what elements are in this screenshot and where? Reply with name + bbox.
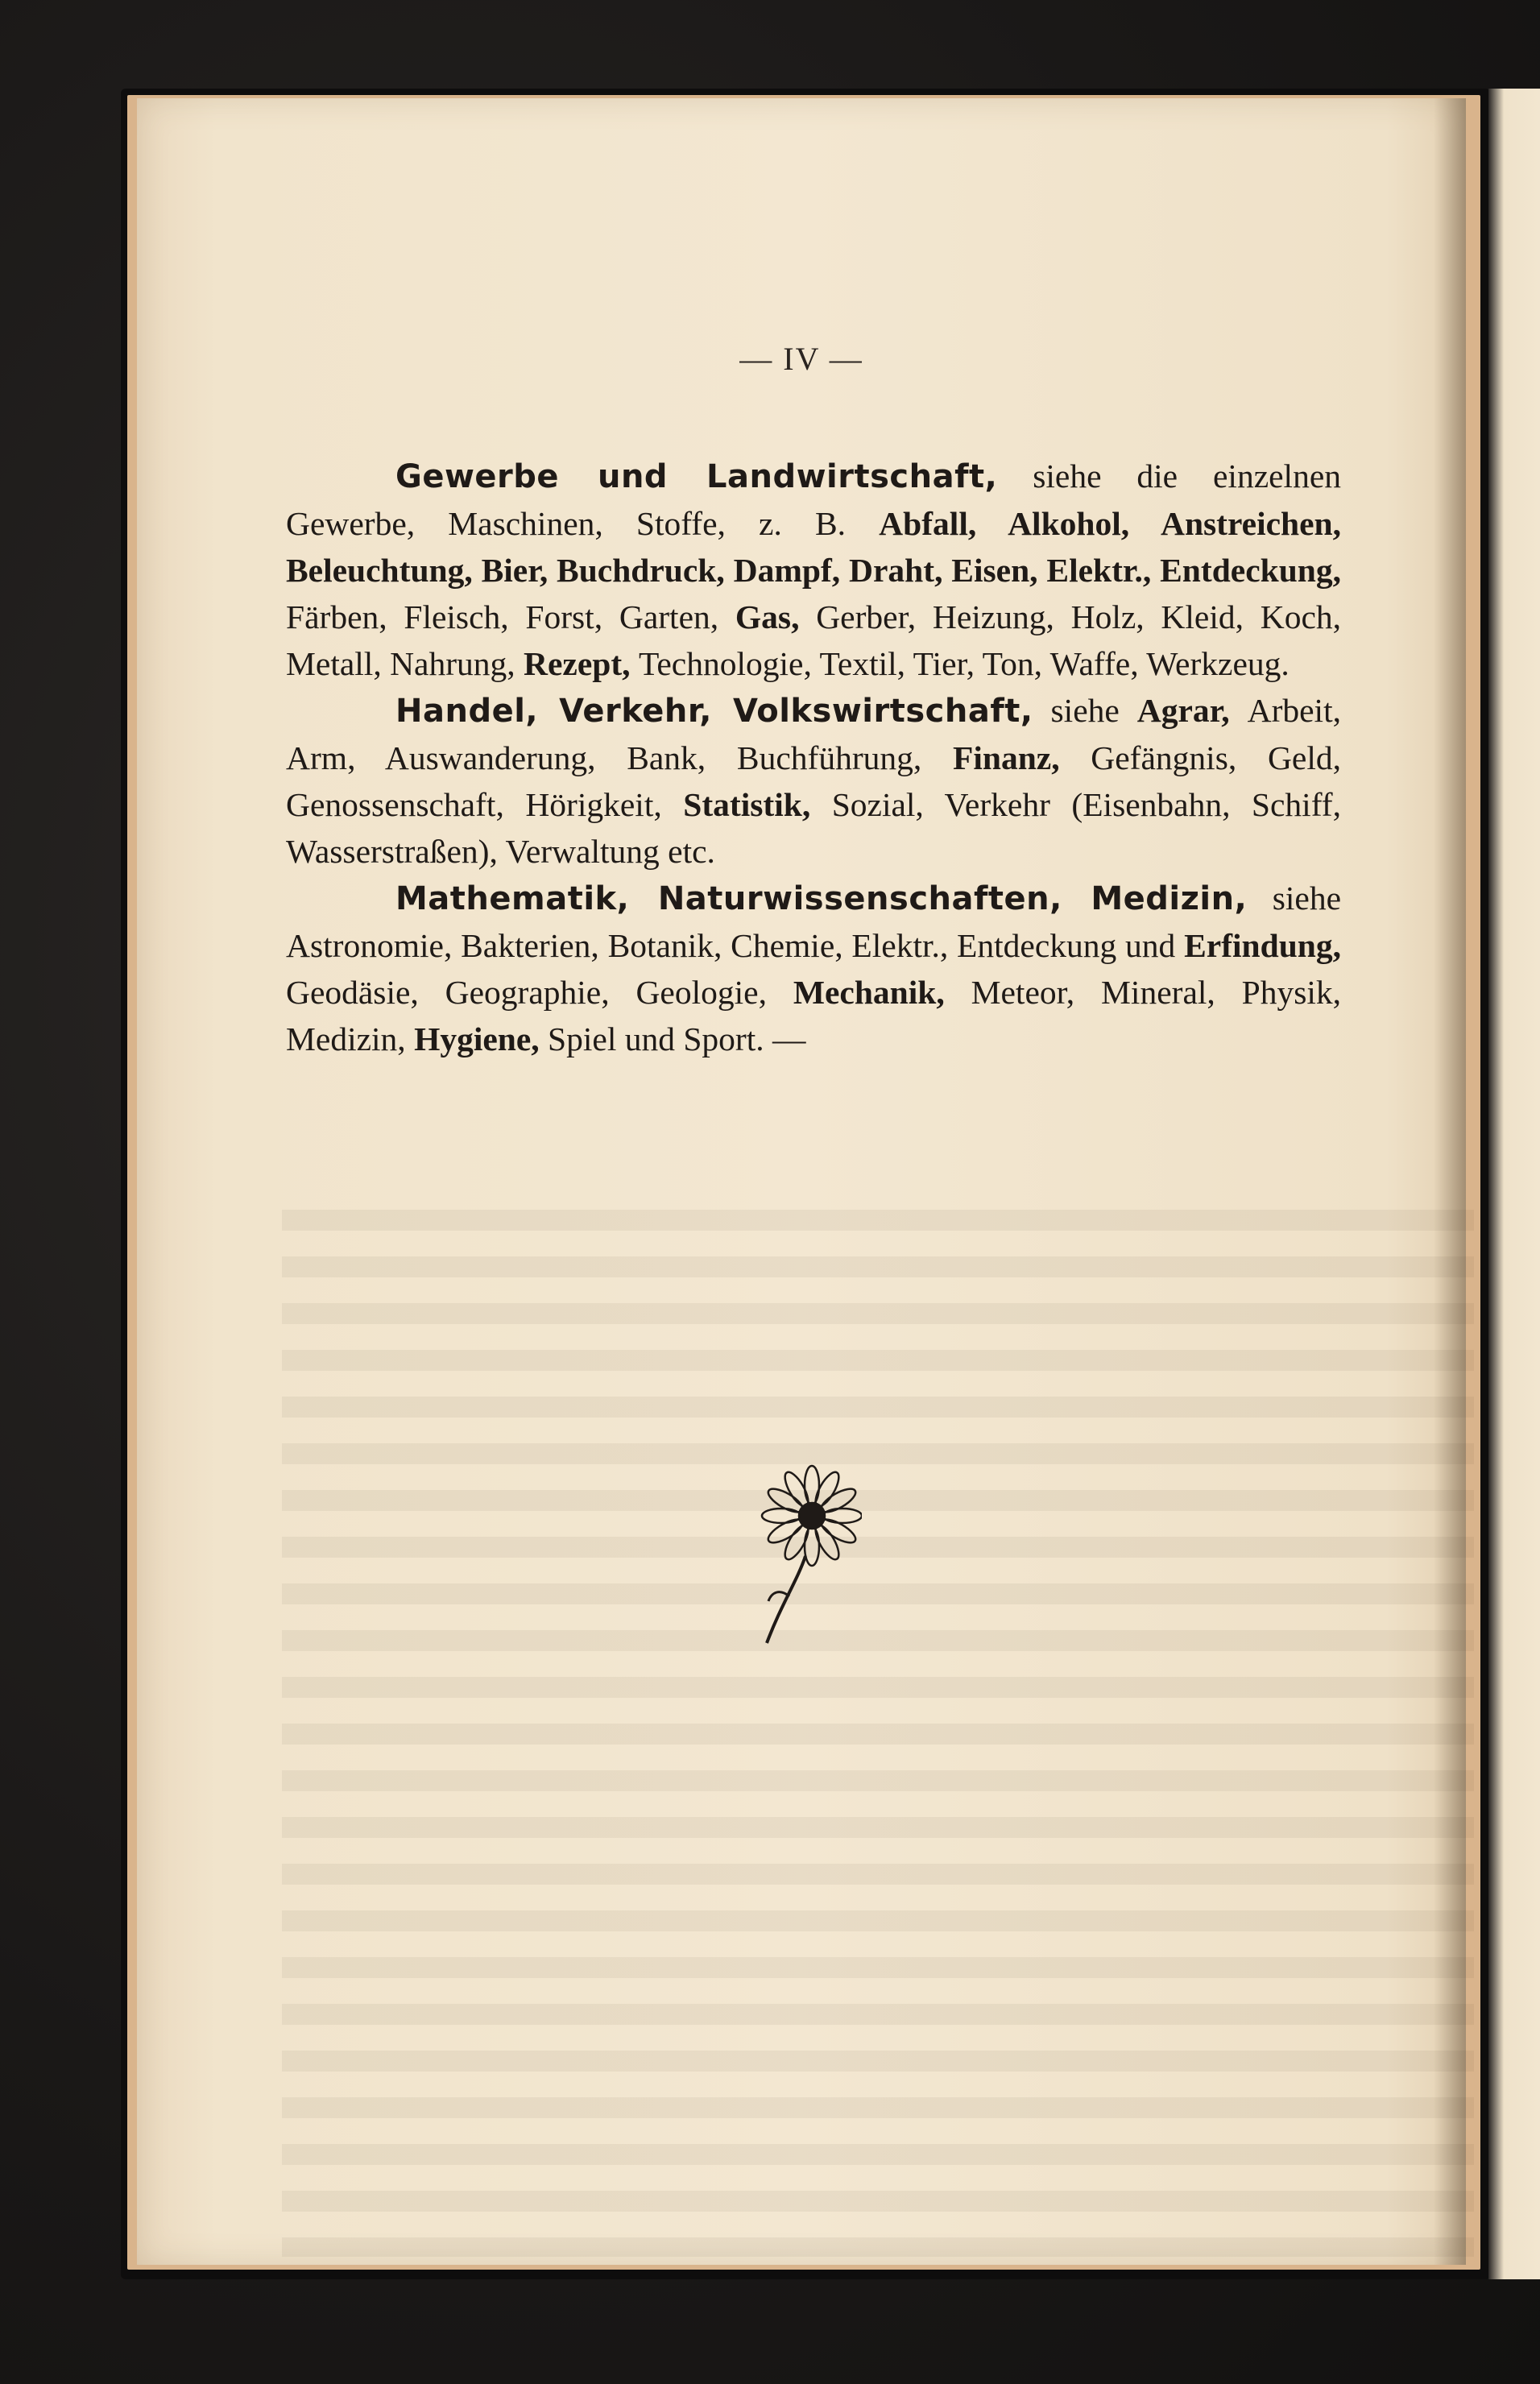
text-segment: Sozial, Verkehr (Eisenbahn, Schiff, Wasserstraßen), Verwaltung etc. <box>286 786 1341 870</box>
book-page <box>137 98 1466 2265</box>
text-segment: siehe Astronomie, Bakterien, Botanik, Chemie, Elektr., Entdeckung und <box>286 880 1341 964</box>
page-header: — IV — <box>739 341 863 377</box>
text-segment: Technologie, Textil, Tier, Ton, Waffe, Werkzeug. <box>638 645 1290 682</box>
bleed-through-texture <box>282 1210 1474 2257</box>
daisy-flower-ornament-icon <box>757 1459 862 1653</box>
text-segment: Spiel und Sport. — <box>548 1020 806 1057</box>
text-segment: Gefängnis, Geld, Genossenschaft, Hörigkeit, <box>286 739 1341 823</box>
paragraph-heading: Gewerbe und Landwirtschaft, <box>395 458 998 495</box>
text-segment: Meteor, Mineral, Physik, Medizin, <box>286 974 1342 1057</box>
keyword-segment: Abfall, Alkohol, Anstreichen, Beleuchtung, Bier, Buchdruck, Dampf, Draht, Eisen, Elektr., Entdeckung, <box>286 505 1341 589</box>
text-segment: siehe die einzelnen Gewerbe, Maschinen, Stoffe, z. B. <box>286 457 1341 542</box>
paragraph-heading: Handel, Verkehr, Volkswirtschaft, <box>395 693 1033 730</box>
keyword-segment: Mechanik, <box>793 974 971 1011</box>
paragraph-heading: Mathematik, Naturwissenschaften, Medizin, <box>395 880 1248 917</box>
keyword-segment: Agrar, <box>1136 692 1248 729</box>
text-segment: Geodäsie, Geographie, Geologie, <box>286 974 793 1011</box>
paragraph-handel <box>286 687 1341 875</box>
keyword-segment: Finanz, <box>952 739 1091 776</box>
text-segment: Arbeit, Arm, Auswanderung, Bank, Buchführung, <box>286 692 1341 776</box>
keyword-segment: Gas, <box>735 598 817 635</box>
keyword-segment: Statistik, <box>683 786 832 823</box>
keyword-segment: Rezept, <box>524 645 639 682</box>
paragraph-mathematik <box>286 875 1341 1062</box>
text-segment: siehe <box>1033 692 1137 729</box>
keyword-segment: Erfindung, <box>1184 927 1341 964</box>
keyword-segment: Hygiene, <box>414 1020 549 1057</box>
page-body <box>286 453 1341 1062</box>
facing-page-edge <box>1488 89 1540 2279</box>
text-segment: Gerber, Heizung, Holz, Kleid, Koch, Metall, Nahrung, <box>286 598 1341 682</box>
paragraph-gewerbe <box>286 453 1341 687</box>
text-segment: Färben, Fleisch, Forst, Garten, <box>286 598 735 635</box>
